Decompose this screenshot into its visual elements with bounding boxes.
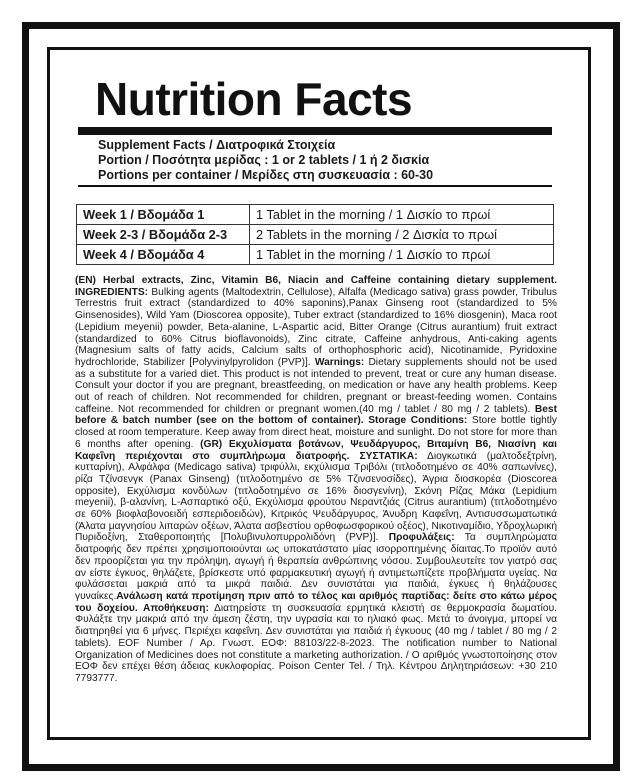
best-before-label: Best before & batch number (see on the bottom of container). Storage Conditions: <box>75 403 557 427</box>
gr-heading: (GR) Εκχυλίσματα βοτάνων, Ψευδάργυρος, Βιταμίνη Β6, Νιασίνη και Καφεΐνη περιέχονται στο συμπλήρωμα διατροφής. ΣΥΣΤΑΤΙΚΑ: <box>75 438 557 462</box>
warnings-label: Warnings: <box>314 356 365 368</box>
table-row <box>77 225 554 245</box>
table-row <box>77 245 554 265</box>
gr-best-before-label: Ανάλωση κατά προτίμηση πριν από το τέλος και αριθμός παρτίδας: δείτε στο κάτω μέρος του δοχείου. Αποθήκευση: <box>75 590 557 614</box>
page-title: Nutrition Facts <box>95 73 413 125</box>
en-storage: Store bottle tightly closed at room temperature. Keep away from direct heat, moisture and sunlight. Do not store for more than 6 months after opening. <box>75 415 557 450</box>
en-ingredients: Bulking agents (Maltodextrin, Cellulose), Alfalfa (Medicago sativa) grass powder, Tribulus Terrestris fruit extract (standardized to 40% saponins),Panax Ginseng root (standardized to 5% Ginsenosides), Wild Yam (Dioscorea opposite), Tuber extract (standardized to 16% diosgenin), Maca root (Lepidium meyenii) powder, Beta-alanine, L-Aspartic acid, Bitter Orange (Citrus aurantium) fruit extract (standardized to 60% Citrus bioflavonoids), Zinc citrate, Caffeine anhydrous, Anti-caking agents (Magnesium salts of fatty acids, Calcium salts of orthophosphoric acid), Nicotinamide, Pyridoxine hydrochloride, Stabilizer [Polyvinylpyrolidon (PVP)]. <box>75 286 557 368</box>
dose-cell: 1 Tablet in the morning / 1 Δισκίο το πρωί <box>250 245 554 265</box>
title-rule <box>78 127 552 135</box>
gr-ingredients: Διογκωτικά (μαλτοδεξτρίνη, κυτταρίνη), Αλφάλφα (Medicago sativa) τριφύλλι, εκχύλισμα Τριβόλι (τιτλοδοτημένο σε 40% σαπωνίνες), ρίζα Τζίνσενγκ (Panax Ginseng) (τιτλοδοτημένο σε 5% Τζινσενοσίδες), Άγρια διοσκορέα (Dioscorea opposite), Εκχύλισμα κονδύλων (τιτλοδοτημένο σε 16% διοσγενίνη), Σκόνη Ρίζας Μάκα (Lepidium meyenii), β-αλανίνη, L-Ασπαρτικό οξύ, Εκχύλισμα φρούτου Νεραντζιάς (Citrus aurantium) (τιτλοδοτημένο σε 60% βιοφλαβονοειδή εσπεριδοειδών), Κιτρικός Ψευδάργυρος, Άνυδρη Καφεΐνη, Αντισυσσωματωτικά (Άλατα μαγνησίου λιπαρών οξέων, Άλατα ασβεστίου ορθοφωσφορικού οξέος), Νικοτιναμίδιο, Υδροχλωρική Πυριδοξίνη, Σταθεροποιητής [Πολυβινυλοπυρρολιδόνη (PVP)]. <box>75 450 557 544</box>
table-row <box>77 205 554 225</box>
portions-per-container-line: Portions per container / Μερίδες στη συσκευασία : 60-30 <box>98 168 434 182</box>
precautions-label: Προφυλάξεις: <box>388 532 455 544</box>
week-cell: Week 4 / Βδομάδα 4 <box>77 245 250 265</box>
label-body-text <box>75 275 557 685</box>
dose-cell: 1 Tablet in the morning / 1 Δισκίο το πρωί <box>250 205 554 225</box>
info-rule <box>78 185 552 187</box>
supplement-facts-line: Supplement Facts / Διατροφικά Στοιχεία <box>98 138 336 152</box>
week-cell: Week 2-3 / Βδομάδα 2-3 <box>77 225 250 245</box>
week-cell: Week 1 / Βδομάδα 1 <box>77 205 250 225</box>
dosage-table <box>76 204 554 265</box>
gr-storage: Διατηρείστε τη συσκευασία ερμητικά κλειστή σε θερμοκρασία δωματίου. Φυλάξτε την μακριά από την άμεση ζέστη, την υγρασία και το ηλιακό φως. Μετά το άνοιγμα, μπορεί να διατηρηθεί για 6 μήνες. Περιέχει καφεΐνη. Δεν συνιστάται για παιδιά ή έγκυους (40 mg / tablet / 80 mg / 2 tablets). EOF Number / Αρ. Γνωστ. ΕΟΦ: 88103/22-8-2023. The notification number to National Organization of Medicines does not constitute a marketing authorization. / Ο αριθμός γνωστοποίησης στον ΕΟΦ δεν επέχει θέση άδειας κυκλοφορίας. Poison Center Tel. / Τηλ. Κέντρου Δηλητηριάσεων: +30 210 7793777. <box>75 602 557 684</box>
gr-precautions: Τα συμπληρώματα διατροφής δεν πρέπει χρησιμοποιούνται ως υποκατάστατο μίας ισορροπημένης δίαιτας.Το προϊόν αυτό δεν προορίζεται για την πρόληψη, αγωγή ή θεραπεία ανθρώπινης νόσου. Συμβουλευτείτε τον γιατρό σας αν είστε έγκυος, θηλάζετε, βρίσκεστε υπό φαρμακευτική αγωγή ή αντιμετωπίζετε προβλήματα υγείας. Να φυλάσσεται μακριά από τα μικρά παιδιά. Δεν συνιστάται για παιδιά, έγκυες ή θηλάζουσες γυναίκες. <box>75 532 557 602</box>
dose-cell: 2 Tablets in the morning / 2 Δισκία το πρωί <box>250 225 554 245</box>
portion-line: Portion / Ποσότητα μερίδας : 1 or 2 tablets / 1 ή 2 δισκία <box>98 153 430 167</box>
en-warnings: Dietary supplements should not be used as a substitute for a varied diet. This product is not intended to prevent, treat or cure any human disease. Consult your doctor if you are pregnant, breastfeeding, on medication or have any health problems. Keep out of reach of children. Not recommended for children, pregnant or breast-feeding women. Contains caffeine. Not recommended for children or pregnant women.(40 mg / tablet / 80 mg / 2 tablets). <box>75 356 557 415</box>
en-heading: (EN) Herbal extracts, Zinc, Vitamin B6, Niacin and Caffeine containing dietary supplement. INGREDIENTS: <box>75 275 557 298</box>
